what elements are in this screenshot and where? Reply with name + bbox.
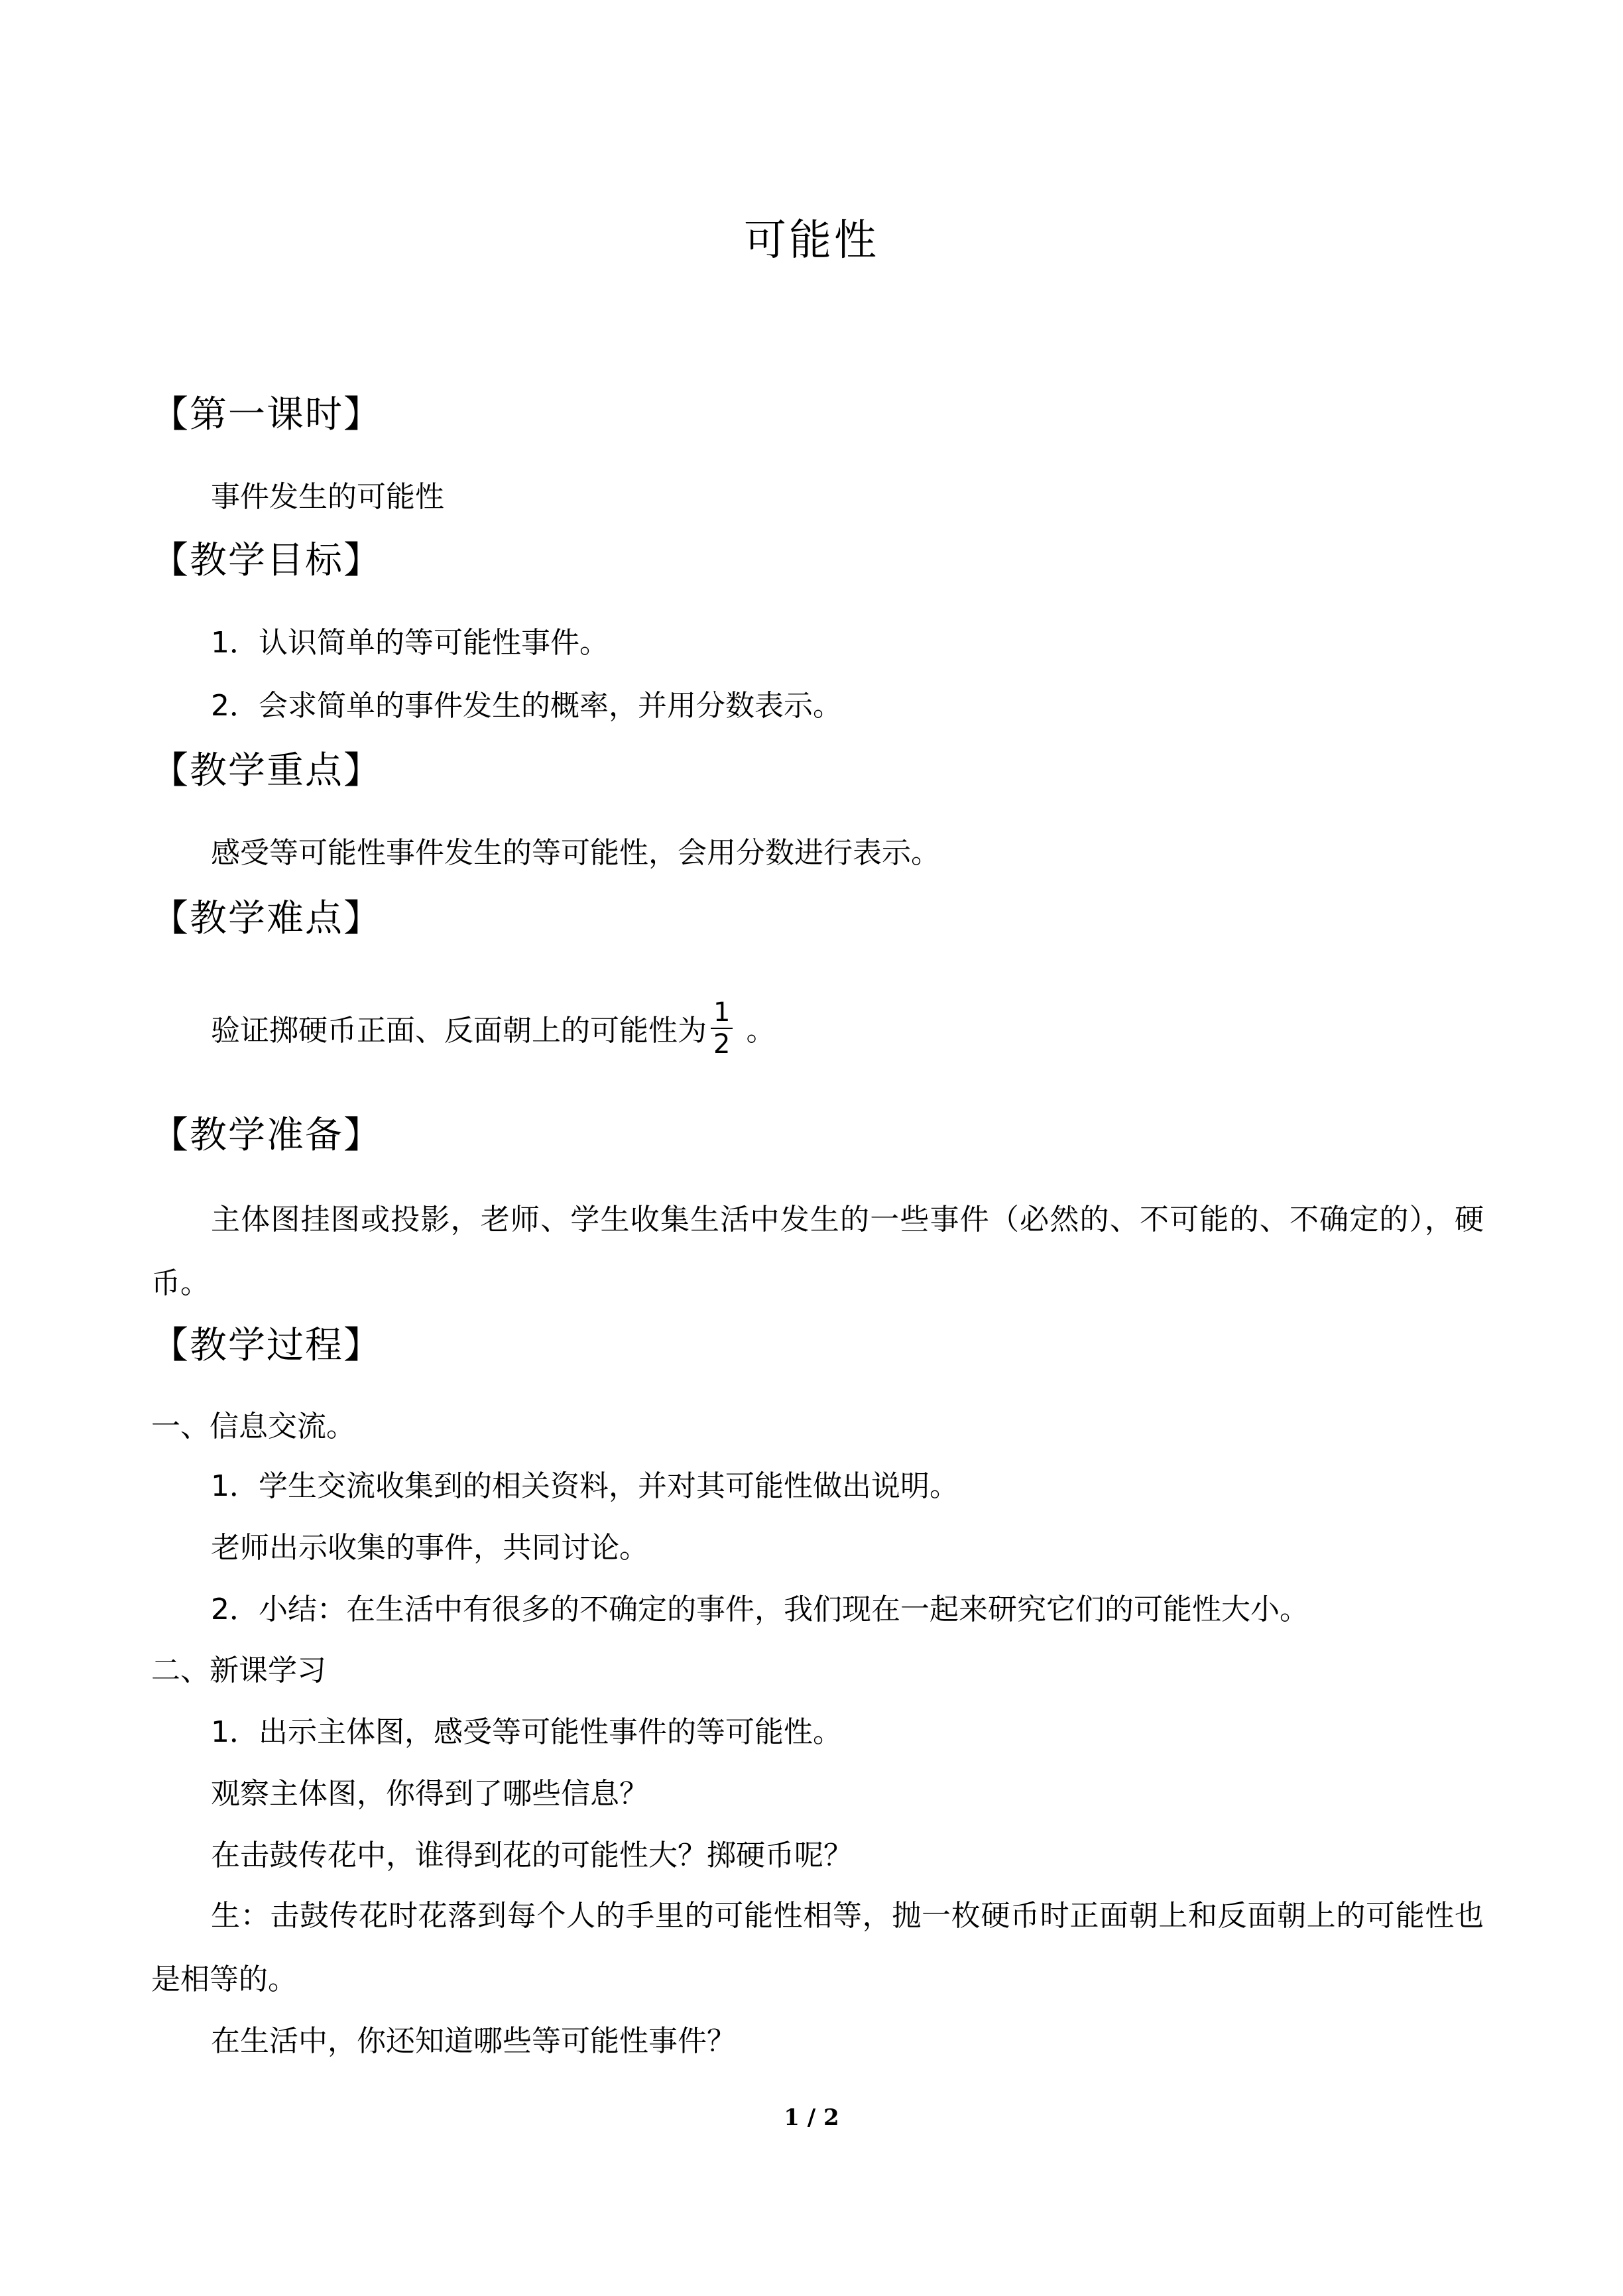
heading-preparation: 【教学准备】 [151, 1114, 382, 1157]
difficulty-text-after: 。 [737, 1014, 776, 1048]
heading-goals: 【教学目标】 [151, 539, 382, 582]
heading-difficulty: 【教学难点】 [151, 897, 382, 940]
process-part2-title: 二、新课学习 [151, 1654, 326, 1687]
heading-key-point: 【教学重点】 [151, 749, 382, 792]
goal-item-1: 1．认识简单的等可能性事件。 [211, 626, 609, 660]
key-point-text: 感受等可能性事件发生的等可能性，会用分数进行表示。 [211, 836, 940, 870]
fraction-denominator: 2 [711, 1028, 733, 1059]
lesson-topic: 事件发生的可能性 [211, 480, 444, 514]
process-part1-item-2: 老师出示收集的事件，共同讨论。 [211, 1531, 648, 1565]
goal-item-2: 2．会求简单的事件发生的概率，并用分数表示。 [211, 689, 842, 723]
heading-process: 【教学过程】 [151, 1324, 382, 1367]
document-title: 可能性 [744, 216, 879, 265]
student-answer: 生：击鼓传花时花落到每个人的手里的可能性相等，抛一枚硬币时正面朝上和反面朝上的可能性也是相等的。 [151, 1899, 1484, 1996]
process-part1-item-3: 2．小结：在生活中有很多的不确定的事件，我们现在一起来研究它们的可能性大小。 [211, 1593, 1309, 1626]
process-part1-title: 一、信息交流。 [151, 1410, 355, 1443]
process-part2-item-2: 观察主体图，你得到了哪些信息？ [211, 1777, 648, 1811]
preparation-text: 主体图挂图或投影，老师、学生收集生活中发生的一些事件（必然的、不可能的、不确定的），硬币。 [151, 1203, 1484, 1300]
process-part2-item-1: 1．出示主体图，感受等可能性事件的等可能性。 [211, 1715, 842, 1749]
heading-lesson: 【第一课时】 [151, 393, 382, 436]
fraction-one-half [711, 997, 733, 1059]
process-part1-item-1: 1．学生交流收集到的相关资料，并对其可能性做出说明。 [211, 1469, 959, 1503]
difficulty-text-before: 验证掷硬币正面、反面朝上的可能性为 [211, 1014, 707, 1048]
difficulty-text [211, 997, 776, 1063]
fraction-numerator: 1 [713, 997, 731, 1028]
page-number: 1 / 2 [784, 2104, 839, 2131]
process-part2-item-3: 在击鼓传花中，谁得到花的可能性大？掷硬币呢？ [211, 1839, 853, 1872]
process-last-question: 在生活中，你还知道哪些等可能性事件？ [211, 2024, 736, 2058]
